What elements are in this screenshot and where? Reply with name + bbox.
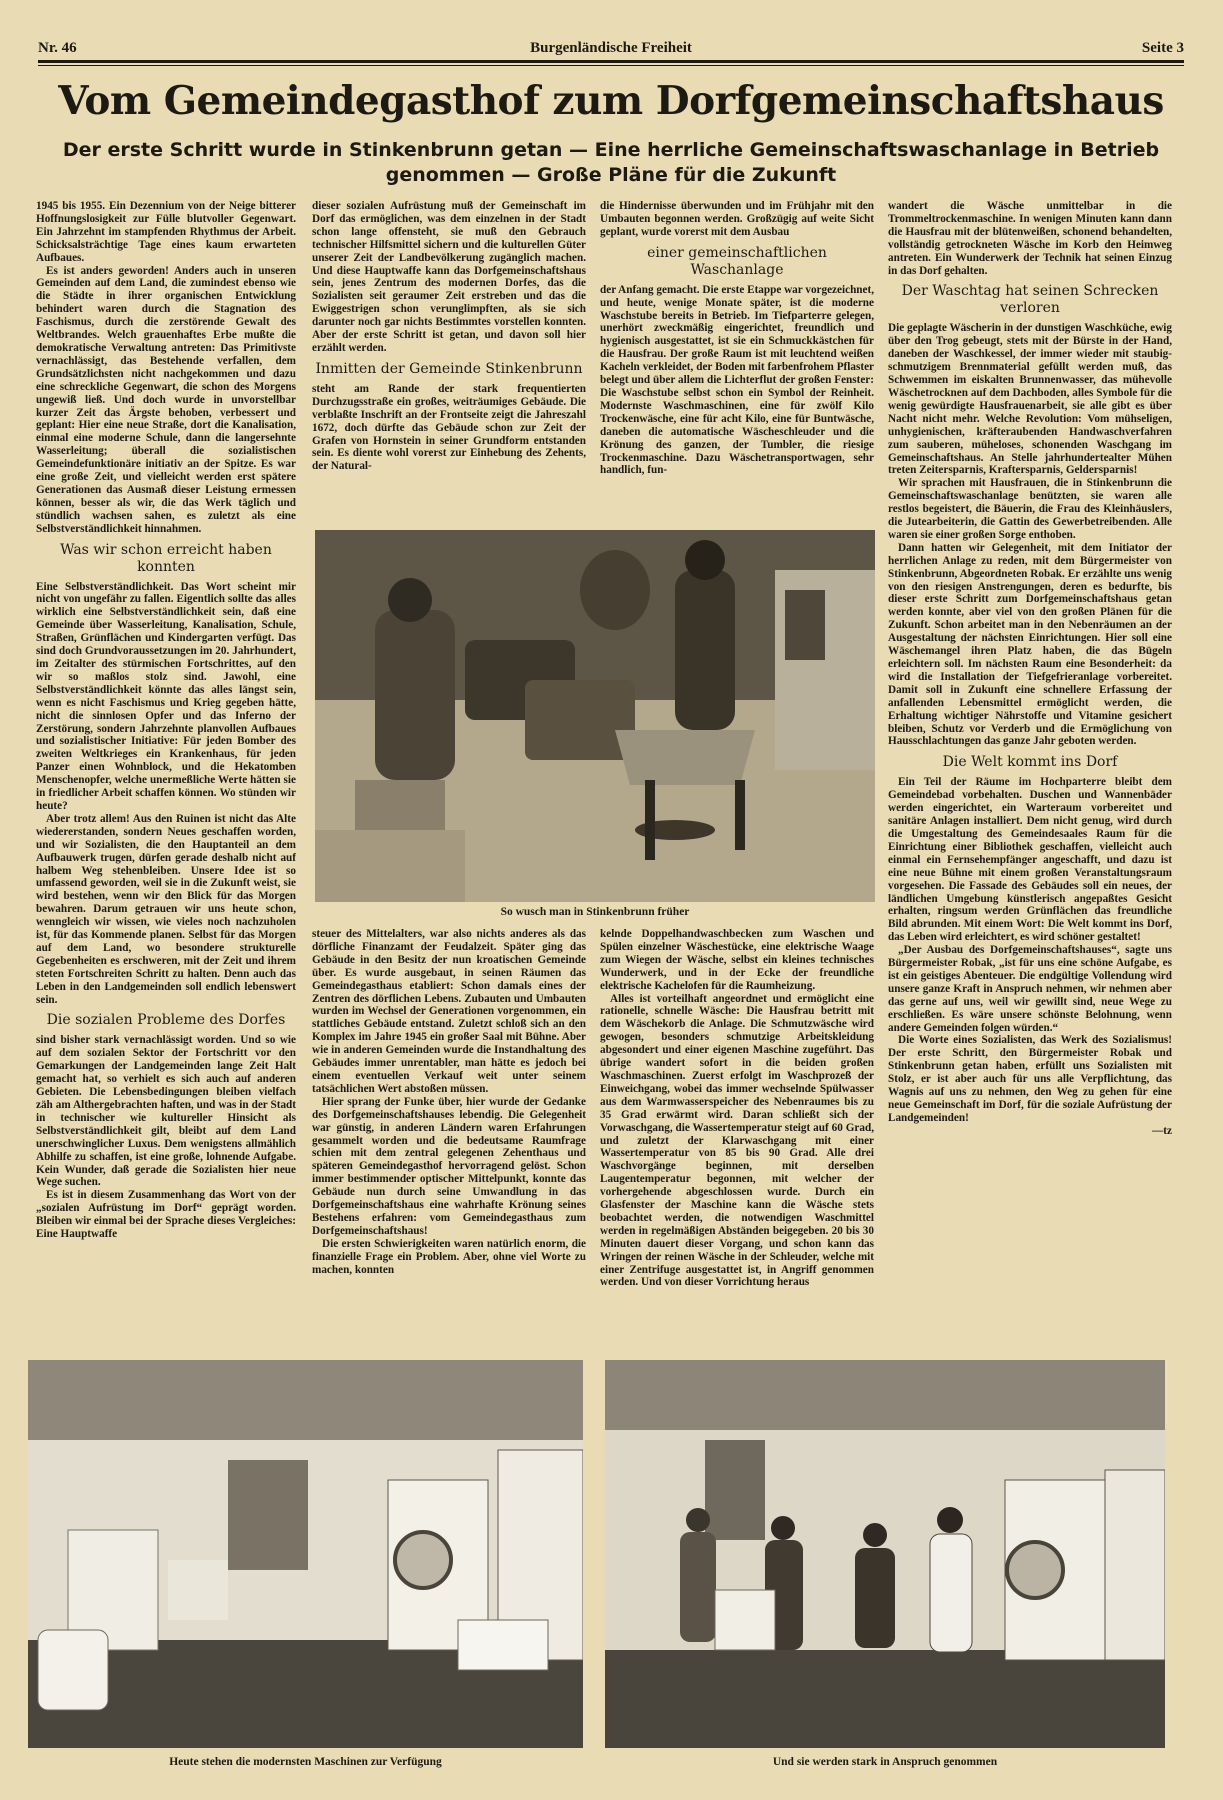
headline: Vom Gemeindegasthof zum Dorfgemeinschaftshaus (58, 78, 1164, 124)
article-column-2-bottom (312, 928, 586, 1321)
section-heading: Der Waschtag hat seinen Schrecken verloren (901, 283, 1159, 317)
article-column-2-top (312, 200, 586, 525)
paragraph: die Hindernisse überwunden und im Frühjahr mit den Umbauten begonnen werden. Großzügig auf weite Sicht geplant, wurde vorerst mit dem Ausbau (600, 200, 874, 238)
subheadline: Der erste Schritt wurde in Stinkenbrunn getan — Eine herrliche Gemeinschaftswaschanlage in Betrieb genommen — Große Pläne für die Zukunft (62, 139, 1160, 186)
paragraph: dieser sozialen Aufrüstung muß der Gemeinschaft im Dorf das ermöglichen, was dem einzelnen in der Stadt schon lange offensteht, sie muß den Gebrauch technischer Hilfsmittel sichern und die kulturellen Güter unserer Zeit der Landbevölkerung zugänglich machen. Und diese Hauptwaffe kann das Dorfgemeinschaftshaus sein, jenes Zentrum des modernen Dorfes, das die Sozialisten seit geraumer Zeit erstreben und das die Ewiggestrigen schon verunglimpften, als sie sich darunter noch gar nichts Bestimmtes vorstellen konnten. Aber der erste Schritt ist getan, und davon soll hier erzählt werden. (312, 200, 586, 354)
section-heading: einer gemeinschaftlichen Waschanlage (647, 244, 827, 278)
masthead-rule (38, 60, 1184, 63)
caption-women-washing: Und sie werden stark in Anspruch genommen (772, 1756, 998, 1768)
section-heading: Die sozialen Probleme des Dorfes (46, 1012, 286, 1029)
article-column-1 (36, 200, 296, 1320)
section-heading: Inmitten der Gemeinde Stinkenbrunn (315, 360, 583, 377)
article-column-3-bottom (600, 928, 874, 1321)
section-heading: Die Welt kommt ins Dorf (942, 754, 1118, 771)
paragraph: der Anfang gemacht. Die erste Etappe war vorgezeichnet, und heute, wenige Monate später, ist die moderne Waschstube bereits in Betrieb. Im Tiefparterre gelegen, unerhört zweckmäßig eingerichtet, freundlich und hygienisch ausgestattet, ist sie ein Schmuckkästchen für die Hausfrau. Der große Raum ist mit leuchtend weißen Kacheln verkleidet, der Boden mit farbenfrohem Pflaster belegt und über allem die Lichterflut der großen Fenster: Die Waschstube selbst schon ein Symbol der Reinheit. Modernste Waschmaschinen, eine für zwölf Kilo Trockenwäsche, eine für acht Kilo, eine für Buntwäsche, daneben die automatische Wäscheschleuder und die Krönung des ganzen, der Tumbler, die riesige Trockenmaschine. Dazu Wäschetransportwagen, sehr handlich, fun- (600, 283, 874, 477)
paragraph: 1945 bis 1955. Ein Dezennium von der Neige bitterer Hoffnungslosigkeit zur Fülle blutvoller Gegenwart. Ein Jahrzehnt im stampfenden Rhythmus der Arbeit. Schicksalsträchtige Tage eines kaum erwarteten Aufbaues. (36, 200, 296, 264)
section-heading: Was wir schon erreicht haben konnten (60, 541, 272, 575)
paragraph: Aber trotz allem! Aus den Ruinen ist nicht das Alte wiedererstanden, sondern Neues geschaffen worden, und wir Sozialisten, die den Hauptanteil an dem Aufbauwerk trugen, dürfen gerade deshalb nicht auf halbem Weg stehenbleiben. Unsere Idee ist so umfassend geworden, weil sie in die Zukunft weist, sie wird bestehen, wenn wir den Blick für das Morgen bewahren. Darum getrauen wir uns heute schon, wenngleich wir wissen, wie vieles noch nachzuholen ist, für das Kommende planen. Selbst für das Morgen auf dem Land, wo besondere strukturelle Gegebenheiten es erschweren, mit der Zeit und ihrem steten Fortschreiten Schritt zu halten. Denn auch das Leben in den Landgemeinden soll endlich lebenswert sein. (36, 812, 296, 1006)
article-column-4 (888, 200, 1172, 1330)
paragraph: Alles ist vorteilhaft angeordnet und ermöglicht eine rationelle, schnelle Wäsche: Die Hausfrau betritt mit dem Wäschekorb die Anlage. Die Schmutzwäsche wird gewogen, besonders schmutzige Arbeitskleidung abgesondert und einer eigenen Maschine zugeführt. Das übrige wandert sofort in die beiden großen Waschmaschinen. Zuerst erfolgt im Waschprozeß der Einweichgang, wobei das immer wechselnde Spülwasser aus dem Warmwasserspeicher des Nebenraumes bis zu 35 Grad erwärmt wird. Daran schließt sich der Vorwaschgang, die Wassertemperatur steigt auf 60 Grad, und zuletzt der Klarwaschgang mit einer Wassertemperatur von 85 bis 90 Grad. Alle drei Waschvorgänge beginnen, mit derselben Laugentemperatur begonnen, mit welcher der vorhergehende abgeschlossen wurde. Durch ein Glasfenster der Maschine kann die Wäsche stets beobachtet werden, die notwendigen Waschmittel werden in regelmäßigen Abständen beigegeben. 20 bis 30 Minuten dauert dieser Vorgang, und schon kann das Wringen der reinen Wäsche in der Schleuder, welche mit einer Zentrifuge ausgestattet ist, in Angriff genommen werden. Und von dieser Vorrichtung heraus (600, 992, 874, 1289)
issue-number: Nr. 46 (38, 40, 77, 56)
paragraph: steht am Rande der stark frequentierten Durchzugsstraße ein großes, weiträumiges Gebäude. Die verblaßte Inschrift an der Frontseite zeigt die Jahreszahl 1672, doch dürfte das Gebäude schon zur Zeit der Grafen von Hornstein in seiner Grundform entstanden sein. Es diente wohl vorerst zur Einhebung des Zehents, der Natural- (312, 382, 586, 473)
masthead (38, 38, 1184, 60)
author-signature: —tz (1152, 1124, 1172, 1137)
caption-modern-machines: Heute stehen die modernsten Maschinen zur Verfügung (169, 1756, 442, 1768)
paragraph: Es ist anders geworden! Anders auch in unseren Gemeinden auf dem Land, die zumindest ebenso wie die Städte in ihrer organischen Entwicklung behindert waren durch die Stagnation des Faschismus, durch die zerstörende Gewalt des Weltbrandes. Welch grauenhaftes Erbe mußte die demokratische Verwaltung antreten: Das Primitivste vernachlässigt, das Bestehende verfallen, dem Grundsätzlichsten nicht nachgekommen und dazu eine schreckliche Gegenwart, die schon des Morgens ungewiß ließ. Und doch wurde in unvorstellbar kurzer Zeit das Ärgste behoben, verbessert und geplant: Hier eine neue Straße, dort die Kanalisation, einmal eine moderne Schule, dann die langersehnte Wasserleitung; überall die sozialistischen Gemeindefunktionäre initiativ an der Spitze. Es war eine große Zeit, und vielleicht werden erst spätere Generationen das Ausmaß dieser Leistung ermessen können, besser als wir, die das Werk täglich und stündlich wachsen sahen, es zuletzt als eine Selbstverständlichkeit hinnahmen. (36, 264, 296, 535)
paragraph: Die ersten Schwierigkeiten waren natürlich enorm, die finanzielle Frage ein Problem. Aber, ohne viel Worte zu machen, konnten (312, 1237, 586, 1276)
paragraph: Die geplagte Wäscherin in der dunstigen Waschküche, ewig über den Trog gebeugt, stets mit der Bürste in der Hand, daneben der Waschkessel, der immer wieder mit staubig-schmutzigem Brennmaterial gefüllt werden muß, das Schwemmen im eiskalten Brunnenwasser, das mühevolle Wäschetrocknen auf dem Dachboden, alles Symbole für die wenig gewürdigte Hausfrauenarbeit, sie alle gibt es über Nacht nicht mehr. Welche Revolution: Vom mühseligen, unhygienischen, kräfteraubenden Handwaschverfahren zum sauberen, müheloses, schonenden Waschgang im Gemeinschaftshaus. An Stelle jahrhundertealter Mühen treten Zeitersparnis, Kraftersparnis, Geldersparnis! (888, 322, 1172, 477)
paragraph: steuer des Mittelalters, war also nichts anderes als das dörfliche Finanzamt der Feudalzeit. Später ging das Gebäude in den Besitz der nun kroatischen Gemeinde über. Es wurde ausgebaut, in seinen Räumen das Gemeindegasthaus etabliert: Schon damals eines der Zentren des dörflichen Lebens. Zubauten und Umbauten wurden im Wechsel der Generationen vorgenommen, ein stattliches Gebäude entstand. Zuletzt schloß sich an den Komplex im Jahre 1945 ein großer Saal mit Bühne. Aber wie in anderen Gemeinden wurde die Instandhaltung des Gebäudes immer unrentabler, man hätte es jedoch bei einem eventuellen Verkauf weit unter seinem tatsächlichen Wert abstoßen müssen. (312, 928, 586, 1095)
masthead-rule-thin (38, 65, 1184, 66)
photo-women-washing (605, 1360, 1165, 1748)
old-laundry-scene (315, 530, 875, 902)
photo-old-laundry (315, 530, 875, 902)
paragraph: Die Worte eines Sozialisten, das Werk des Sozialismus! Der erste Schritt, den Bürgermeister Robak und Stinkenbrunn getan haben, erfüllt uns Sozialisten mit Stolz, er ist aber auch für uns alle Verpflichtung, das Wagnis auf uns zu nehmen, den Weg zu gehen für eine neue Gemeinschaft im Dorf, für die soziale Aufrüstung der Landgemeinden! (888, 1034, 1172, 1124)
paragraph: Hier sprang der Funke über, hier wurde der Gedanke des Dorfgemeinschaftshauses lebendig. Die Gelegenheit war günstig, in anderen Ländern waren Erfahrungen gesammelt worden und die bedeutsame Raumfrage schien mit dem zentral gelegenen Zehenthaus und späteren Gemeindegasthof hervorragend gelöst. Schon immer bestimmender optischer Mittelpunkt, konnte das Gebäude nun durch seine Umwandlung in das Dorfgemeinschaftshaus eine wahrhafte Krönung seines Bestehens erfahren: vom Gemeindegasthaus zum Dorfgemeinschaftshaus! (312, 1095, 586, 1237)
paragraph: Es ist in diesem Zusammenhang das Wort von der „sozialen Aufrüstung im Dorf“ geprägt worden. Bleiben wir einmal bei der Sprache dieses Vergleiches: Eine Hauptwaffe (36, 1189, 296, 1241)
paragraph: „Der Ausbau des Dorfgemeinschaftshauses“, sagte uns Bürgermeister Robak, „ist für uns eine schöne Aufgabe, es ist ein geistiges Abenteuer. Die endgültige Vollendung wird unsere ganze Kraft in Anspruch nehmen, wir nehmen aber das gerne auf uns, weil wir gewillt sind, neue Wege zu erschließen. Es wäre unsere schönste Belohnung, wenn andere Gemeinden folgen würden.“ (888, 944, 1172, 1034)
paragraph: kelnde Doppelhandwaschbecken zum Waschen und Spülen einzelner Wäschestücke, eine elektrische Waage zum Wiegen der Wäsche, selbst ein kleines technisches Wunderwerk, und in der Ecke der freundliche elektrische Kachelofen für die Raumheizung. (600, 928, 874, 992)
page-number: Seite 3 (1141, 40, 1184, 56)
women-at-machines-scene (605, 1360, 1165, 1748)
paragraph: Ein Teil der Räume im Hochparterre bleibt dem Gemeindebad vorbehalten. Duschen und Wannenbäder werden eingerichtet, ein Warteraum vorbereitet und sanitäre Anlagen installiert. Dem nicht genug, wird durch die Umgestaltung des Gemeindesaales Raum für die Einrichtung einer Bibliothek geschaffen, vielleicht auch einmal ein Fernsehempfänger angeschafft, und dazu ist eine neue Bühne mit einem großen Veranstaltungsraum vorgesehen. Die Fassade des Gebäudes soll ein neues, der ländlichen Umgebung künstlerisch angepaßtes Gesicht erhalten, ringsum werden Grünflächen das freundliche Bild abrunden. Mit einem Wort: Die Welt kommt ins Dorf, das Leben wird erleichtert, es wird schöner gestaltet! (888, 776, 1172, 944)
modern-laundry-machines (28, 1360, 583, 1748)
paragraph: Wir sprachen mit Hausfrauen, die in Stinkenbrunn die Gemeinschaftswaschanlage benützten, sie waren alle restlos begeistert, die Bäuerin, die Frau des Kleinhäuslers, die Jutearbeiterin, die Gattin des Gewerbetreibenden. Alle waren sie einer großen Sorge enthoben. (888, 477, 1172, 541)
paragraph: wandert die Wäsche unmittelbar in die Trommeltrockenmaschine. In wenigen Minuten kann dann die Hausfrau mit der blütenweißen, schonend behandelten, vollständig getrockneten Wäsche im Korb den Heimweg antreten. Ein Wunderwerk der Technik hat seinen Einzug in das Dorf gehalten. (888, 200, 1172, 277)
paragraph: sind bisher stark vernachlässigt worden. Und so wie auf dem sozialen Sektor der Fortschritt vor den Gemarkungen der Landgemeinden lange Zeit Halt gemacht hat, so verhielt es sich auch auf anderen Gebieten. Die Lebensbedingungen bleiben vielfach zäh am Althergebrachten haften, und was in der Stadt in technischer wie kultureller Hinsicht als Selbstverständlichkeit gilt, bleibt auf dem Land unerschwinglicher Luxus. Dem wenigstens allmählich Abhilfe zu schaffen, ist eine große, lohnende Aufgabe. Kein Wunder, daß gerade die Sozialisten hier neue Wege suchen. (36, 1034, 296, 1189)
paragraph: Eine Selbstverständlichkeit. Das Wort scheint mir nicht von ungefähr zu fallen. Eigentlich sollte das alles wirklich eine Selbstverständlichkeit sein, daß eine Gemeinde über Wasserleitung, Kanalisation, Schule, Straßen, Grünflächen und Kindergarten verfügt. Das sind doch Grundvoraussetzungen im 20. Jahrhundert, im Zeitalter des stürmischen Fortschrittes, auf den wir so maßlos stolz sind. Jawohl, eine Selbstverständlichkeit könnte das alles längst sein, wenn es nicht Faschismus und Krieg gegeben hätte, nicht die sinnlosen Opfer und das Inferno der Zerstörung, sondern Jahrzehnte planvollen Aufbaues und sozialistischer Initiative: Für jeden Bomber des zweiten Weltkrieges ein Krankenhaus, für jeden Panzer einen Wohnblock, und die Hekatomben Menschenopfer, welche unermeßliche Werte hätten sie in friedlicher Arbeit schaffen können. Wo stünden wir heute? (36, 580, 296, 812)
paper-name: Burgenländische Freiheit (530, 40, 692, 56)
photo-modern-machines (28, 1360, 583, 1748)
paragraph: Dann hatten wir Gelegenheit, mit dem Initiator der herrlichen Anlage zu reden, mit dem Bürgermeister von Stinkenbrunn, Abgeordneten Robak. Er erzählte uns wenig von den riesigen Anstrengungen, deren es bedurfte, bis dieser erste Schritt zum Dorfgemeinschaftshaus getan werden konnte, aber viel von den großen Plänen für die Zukunft. Schon arbeitet man in den Nebenräumen an der Ausgestaltung der nächsten Einrichtungen. Hier soll eine Wäschemangel ihren Platz haben, die das Bügeln erleichtern soll. Im nächsten Raum eine Besonderheit: da wird die Installation der Tiefgefrieranlage vorbereitet. Damit soll in Zukunft eine schnellere Erfassung der anfallenden Lebensmittel ermöglicht werden, die Erhaltung wichtiger Nährstoffe und Vitamine gesichert bleiben, Schutz vor Verderb und die Ermöglichung von Hausschlachtungen das ganze Jahr geboten werden. (888, 541, 1172, 748)
caption-old-laundry: So wusch man in Stinkenbrunn früher (500, 906, 690, 918)
article-column-3-top (600, 200, 874, 525)
